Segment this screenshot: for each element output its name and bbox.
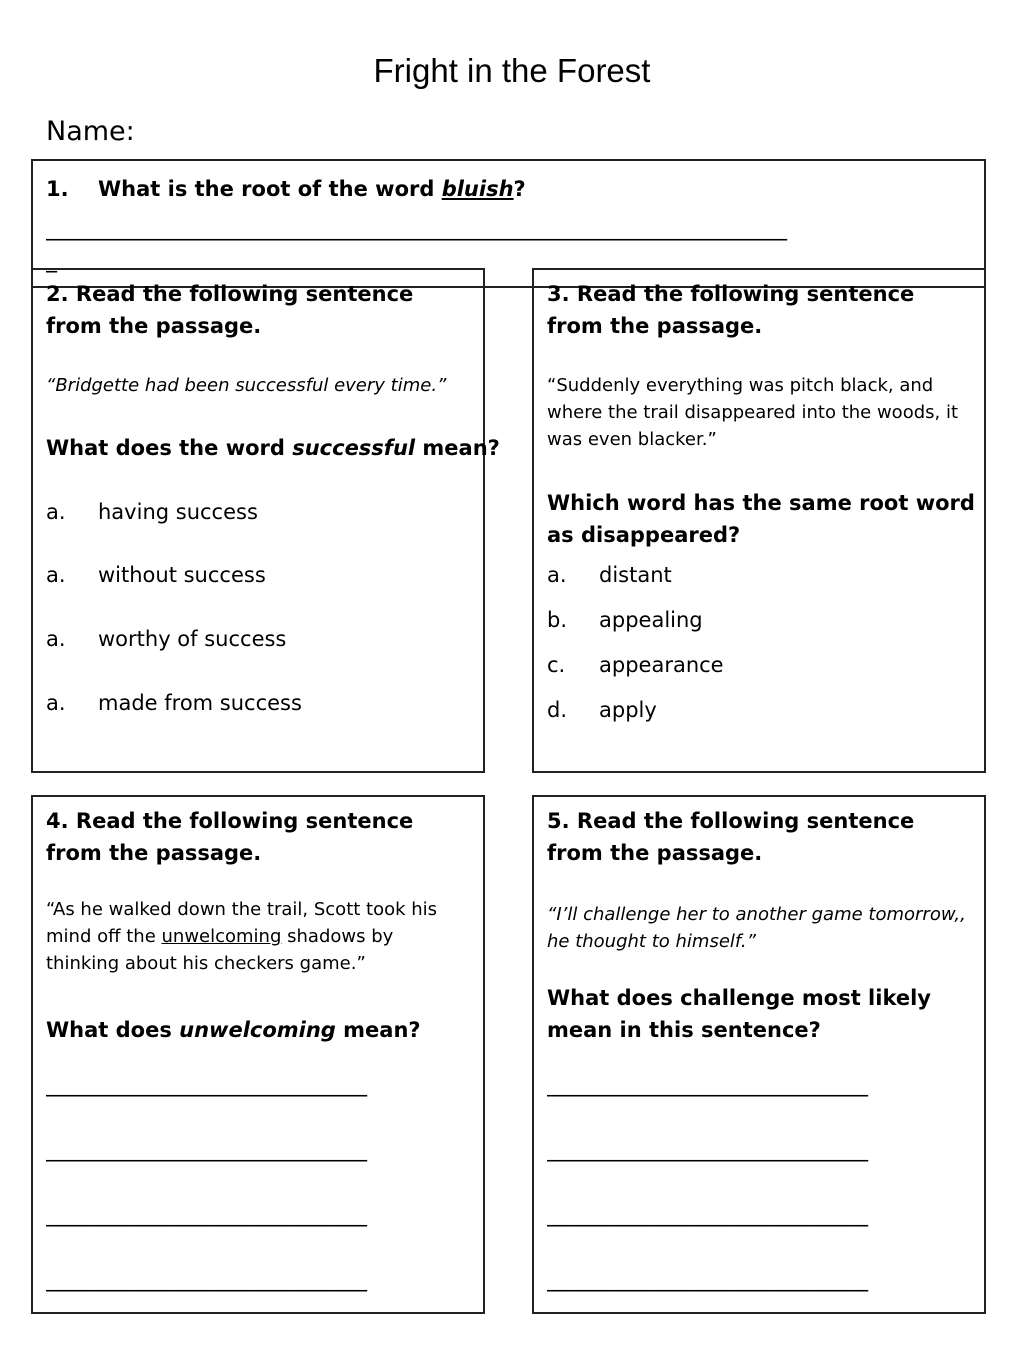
question-5-answer-line[interactable]: ________________________________ xyxy=(547,1202,867,1227)
question-4-sentence xyxy=(46,896,471,977)
question-2-question-end: mean? xyxy=(415,436,500,460)
question-2-sentence: “Bridgette had been successful every time.” xyxy=(46,375,447,396)
question-3-heading: 3. Read the following sentence from the passage. xyxy=(547,282,915,338)
option-letter: a. xyxy=(547,563,567,587)
question-1-prompt xyxy=(46,173,526,205)
question-2-keyword: successful xyxy=(292,436,416,460)
question-1-mark: ? xyxy=(513,177,526,201)
question-5-box xyxy=(532,795,986,1314)
option-text: without success xyxy=(98,563,266,587)
question-4-sentence-end: shadows by thinking about his checkers game.” xyxy=(46,926,394,974)
question-2-question-text: What does the word xyxy=(46,436,293,460)
question-4-answer-line[interactable]: ________________________________ xyxy=(46,1137,366,1162)
question-3-option[interactable] xyxy=(547,561,672,589)
option-text: distant xyxy=(599,563,672,587)
question-4-answer-line[interactable]: ________________________________ xyxy=(46,1267,366,1292)
question-5-answer-line[interactable]: ________________________________ xyxy=(547,1267,867,1292)
question-4-box xyxy=(31,795,485,1314)
question-3-question: Which word has the same root word as disappeared? xyxy=(547,491,975,547)
question-2-option[interactable] xyxy=(46,625,286,653)
question-3-option[interactable] xyxy=(547,606,703,634)
question-2-heading: 2. Read the following sentence from the passage. xyxy=(46,282,414,338)
question-4-keyword: unwelcoming xyxy=(179,1018,336,1042)
question-4-answer-line[interactable]: ________________________________ xyxy=(46,1072,366,1097)
question-2-question xyxy=(46,432,500,464)
question-5-sentence: “I’ll challenge her to another game tomorrow,, he thought to himself.” xyxy=(547,904,966,952)
option-letter: c. xyxy=(547,653,566,677)
question-1-overflow-mark: _ xyxy=(46,248,56,273)
question-3-sentence: “Suddenly everything was pitch black, and where the trail disappeared into the woods, it was even blacker.” xyxy=(547,375,959,450)
option-text: appearance xyxy=(599,653,724,677)
question-5-answer-line[interactable]: ________________________________ xyxy=(547,1072,867,1097)
option-text: having success xyxy=(98,500,258,524)
question-4-sentence-keyword: unwelcoming xyxy=(161,926,282,947)
question-2-option[interactable] xyxy=(46,498,258,526)
question-4-heading: 4. Read the following sentence from the passage. xyxy=(46,809,414,865)
option-text: apply xyxy=(599,698,657,722)
option-letter: b. xyxy=(547,608,568,632)
question-4-question-end: mean? xyxy=(335,1018,421,1042)
question-1-number: 1. xyxy=(46,177,69,201)
question-2-option[interactable] xyxy=(46,689,302,717)
question-5-question: What does challenge most likely mean in this sentence? xyxy=(547,986,931,1042)
option-letter: d. xyxy=(547,698,568,722)
question-1-keyword: bluish xyxy=(441,177,514,201)
option-letter: a. xyxy=(46,500,66,524)
worksheet-title: Fright in the Forest xyxy=(373,52,651,89)
question-4-question-text: What does xyxy=(46,1018,180,1042)
name-label: Name: xyxy=(46,116,135,147)
question-3-option[interactable] xyxy=(547,696,657,724)
question-4-question xyxy=(46,1014,421,1046)
question-4-answer-line[interactable]: ________________________________ xyxy=(46,1202,366,1227)
option-letter: a. xyxy=(46,691,66,715)
question-1-text: What is the root of the word xyxy=(98,177,442,201)
option-text: worthy of success xyxy=(98,627,287,651)
option-letter: a. xyxy=(46,627,66,651)
question-5-heading: 5. Read the following sentence from the passage. xyxy=(547,809,915,865)
question-4-sentence-start: “As he walked down the trail, Scott took his mind off the xyxy=(46,899,438,947)
option-text: appealing xyxy=(599,608,703,632)
question-2-box xyxy=(31,268,500,773)
option-text: made from success xyxy=(98,691,302,715)
question-1-answer-line[interactable]: __________________________________________________________________________ xyxy=(46,216,786,241)
question-3-box xyxy=(532,268,986,773)
option-letter: a. xyxy=(46,563,66,587)
question-2-option[interactable] xyxy=(46,561,266,589)
question-5-answer-line[interactable]: ________________________________ xyxy=(547,1137,867,1162)
question-3-option[interactable] xyxy=(547,651,724,679)
